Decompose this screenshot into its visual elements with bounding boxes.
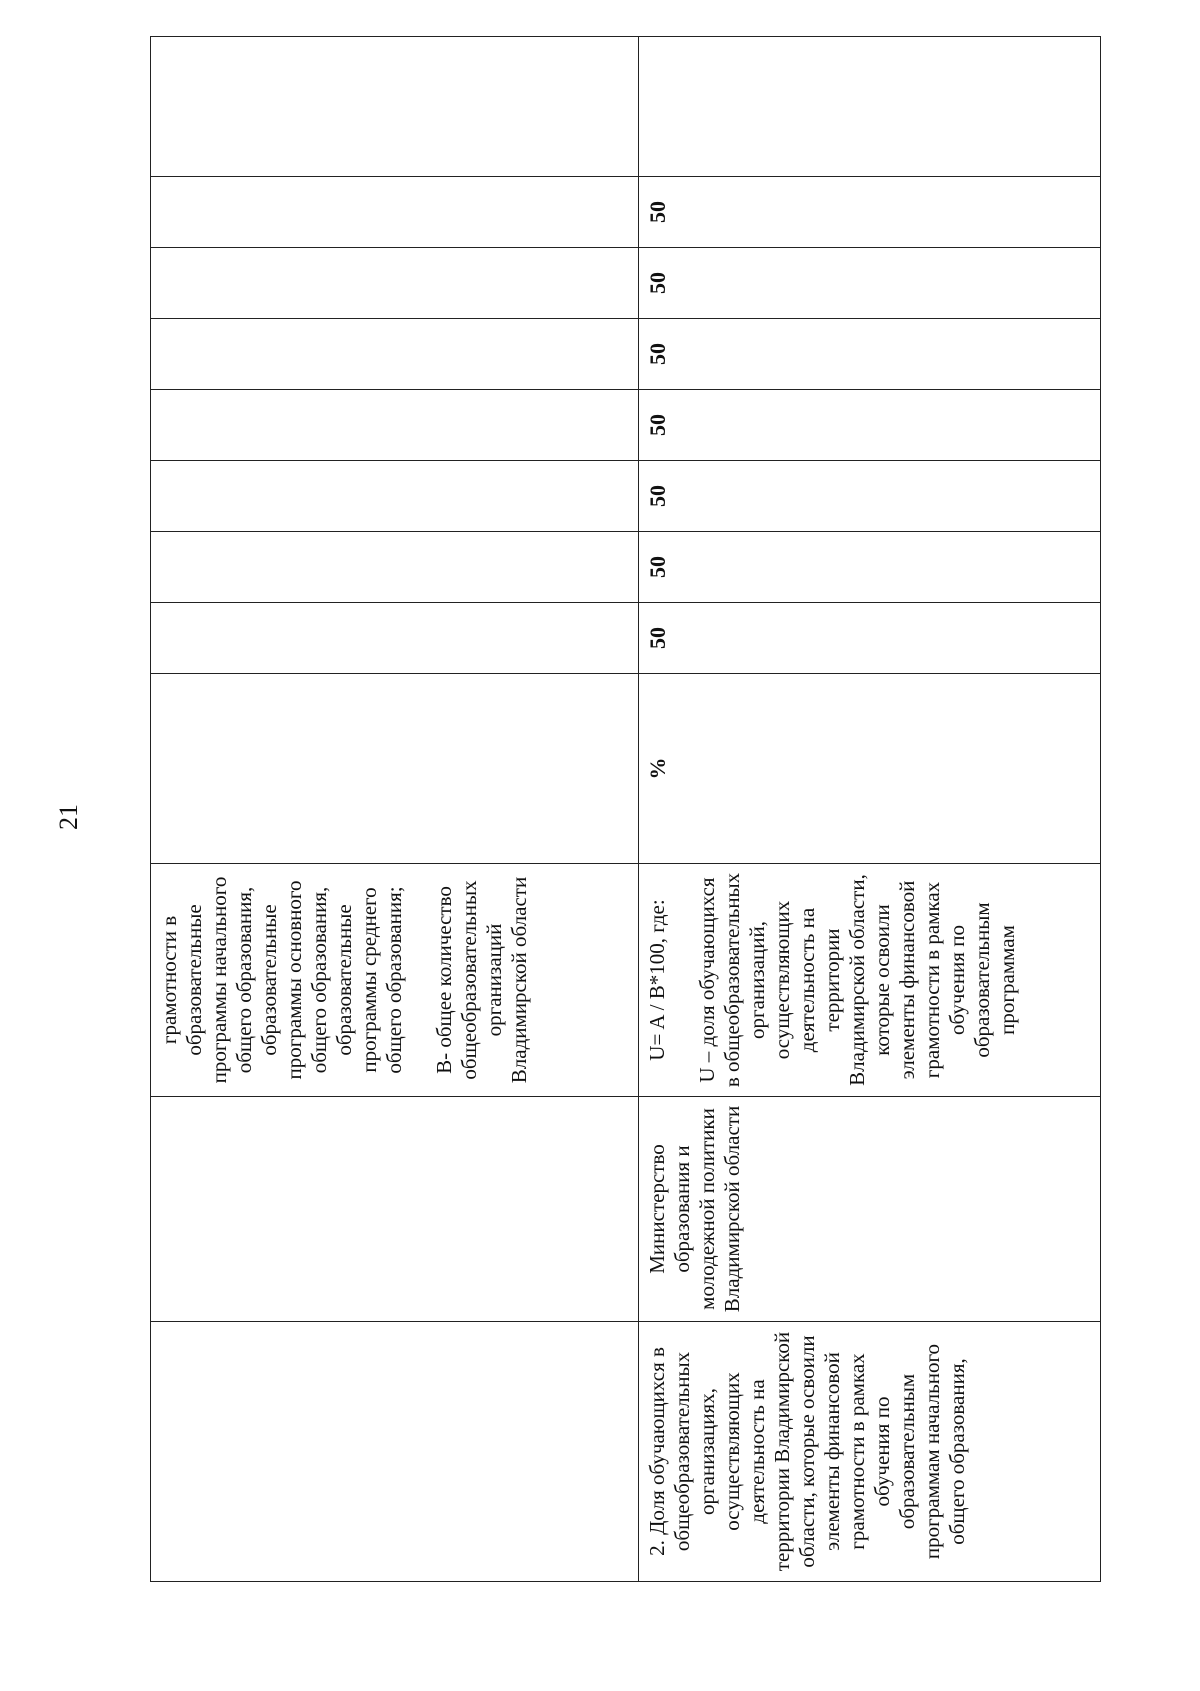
value-text: 50 [645, 343, 670, 365]
value-text: 50 [645, 627, 670, 649]
indicator-table [150, 36, 1101, 1582]
value-text: 50 [645, 201, 670, 223]
table-row [151, 37, 639, 1582]
formula-text: грамотности в образовательные программы начального общего образования, образовательные программы основного общего образования, образовательные программы среднего общего образования; [157, 876, 406, 1084]
cell-value [639, 461, 1101, 532]
table-row [639, 37, 1101, 1582]
cell-responsible-empty [151, 1097, 639, 1322]
cell-value [639, 532, 1101, 603]
formula-text: В- общее количество общеобразовательных организаций Владимирской области [432, 876, 531, 1084]
cell-formula [639, 864, 1101, 1097]
formula-text: U= A / B*100, где: [645, 899, 669, 1061]
value-text: 50 [645, 414, 670, 436]
cell-value-empty [151, 461, 639, 532]
cell-unit-empty [151, 674, 639, 864]
responsible-text: Министерство образования и молодежной политики Владимирской области [645, 1105, 744, 1313]
value-text: 50 [645, 485, 670, 507]
cell-indicator [639, 1322, 1101, 1582]
value-text: 50 [645, 272, 670, 294]
cell-value [639, 390, 1101, 461]
value-text: 50 [645, 556, 670, 578]
cell-value-empty [151, 319, 639, 390]
table-rotated-wrapper [150, 37, 1101, 1582]
cell-value-empty [151, 177, 639, 248]
cell-value-empty [151, 390, 639, 461]
cell-extra-empty [151, 37, 639, 177]
spacer [670, 870, 695, 1090]
cell-formula-continuation [151, 864, 639, 1097]
cell-value-empty [151, 532, 639, 603]
cell-extra-empty [639, 37, 1101, 177]
page-number: 21 [54, 804, 83, 830]
cell-value [639, 319, 1101, 390]
formula-definition: U – доля обучающихся в общеобразовательных организаций, осуществляющих деятельность на территории Владимирской области, которые освоили элементы финансовой грамотности в рамках обучения по образовательным программам [695, 872, 1019, 1088]
cell-unit [639, 674, 1101, 864]
cell-value [639, 177, 1101, 248]
unit-text: % [645, 757, 670, 780]
cell-value [639, 603, 1101, 674]
cell-value [639, 248, 1101, 319]
indicator-text: 2. Доля обучающихся в общеобразовательных организациях, осуществляющих деятельность на территории Владимирской области, которые освоили элементы финансовой грамотности в рамках обучения по образовательным программам начального общего образования, [645, 1331, 969, 1572]
spacer [407, 870, 432, 1090]
cell-value-empty [151, 248, 639, 319]
cell-responsible [639, 1097, 1101, 1322]
cell-indicator-empty [151, 1322, 639, 1582]
cell-value-empty [151, 603, 639, 674]
